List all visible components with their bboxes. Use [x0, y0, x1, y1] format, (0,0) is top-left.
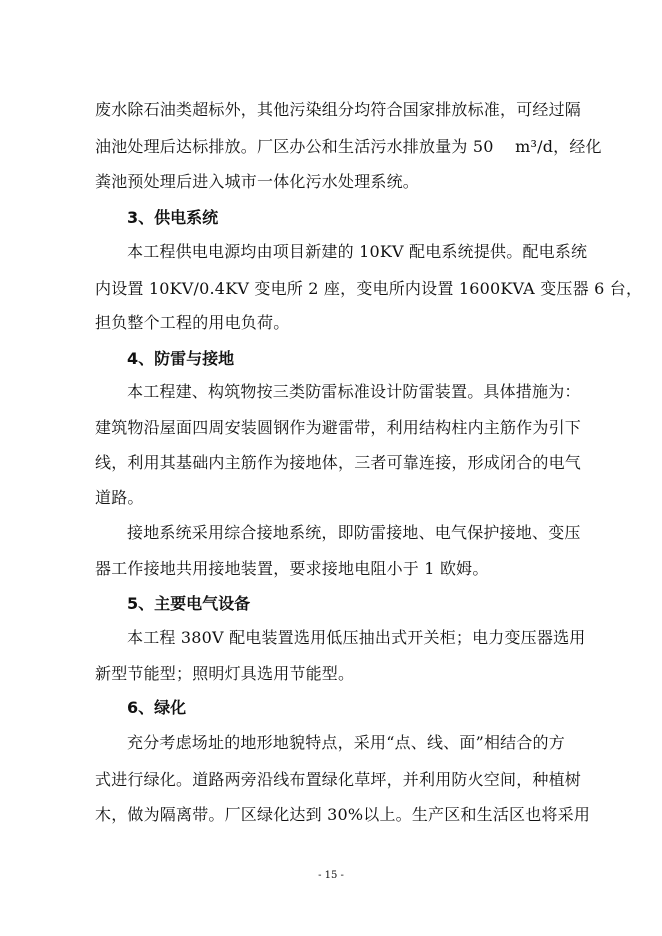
- section-heading-power-supply: 3、供电系统: [127, 208, 219, 227]
- paragraph-line: 本工程 380V 配电装置选用低压抽出式开关柜；电力变压器选用: [127, 628, 586, 647]
- paragraph-line: 建筑物沿屋面四周安装圆钢作为避雷带，利用结构柱内主筋作为引下: [95, 418, 582, 437]
- paragraph-line: 木，做为隔离带。厂区绿化达到 30%以上。生产区和生活区也将采用: [95, 805, 591, 824]
- paragraph-line: 新型节能型；照明灯具选用节能型。: [95, 664, 355, 683]
- paragraph-line: 充分考虑场址的地形地貌特点，采用“点、线、面”相结合的方: [127, 733, 565, 752]
- section-heading-main-electrical-equipment: 5、主要电气设备: [127, 594, 251, 613]
- paragraph-line: 本工程建、构筑物按三类防雷标准设计防雷装置。具体措施为：: [127, 382, 581, 401]
- paragraph-line: 式进行绿化。道路两旁沿线布置绿化草坪，并利用防火空间，种植树: [95, 770, 582, 789]
- paragraph-line: 油池处理后达标排放。厂区办公和生活污水排放量为 50 m³/d，经化: [95, 137, 602, 156]
- paragraph-line: 线，利用其基础内主筋作为接地体，三者可靠连接，形成闭合的电气: [95, 453, 582, 472]
- paragraph-line: 器工作接地共用接地装置，要求接地电阻小于 1 欧姆。: [95, 559, 489, 578]
- section-heading-greening: 6、绿化: [127, 698, 187, 717]
- paragraph-line: 道路。: [95, 488, 144, 507]
- page-number: - 15 -: [318, 870, 344, 881]
- paragraph-line: 内设置 10KV/0.4KV 变电所 2 座，变电所内设置 1600KVA 变压器 6 台，: [95, 279, 643, 298]
- paragraph-line: 废水除石油类超标外，其他污染组分均符合国家排放标准，可经过隔: [95, 100, 582, 119]
- paragraph-line: 粪池预处理后进入城市一体化污水处理系统。: [95, 172, 420, 191]
- paragraph-line: 接地系统采用综合接地系统，即防雷接地、电气保护接地、变压: [127, 523, 581, 542]
- section-heading-lightning-grounding: 4、防雷与接地: [127, 349, 235, 368]
- paragraph-line: 担负整个工程的用电负荷。: [95, 313, 290, 332]
- paragraph-line: 本工程供电电源均由项目新建的 10KV 配电系统提供。配电系统: [127, 242, 588, 261]
